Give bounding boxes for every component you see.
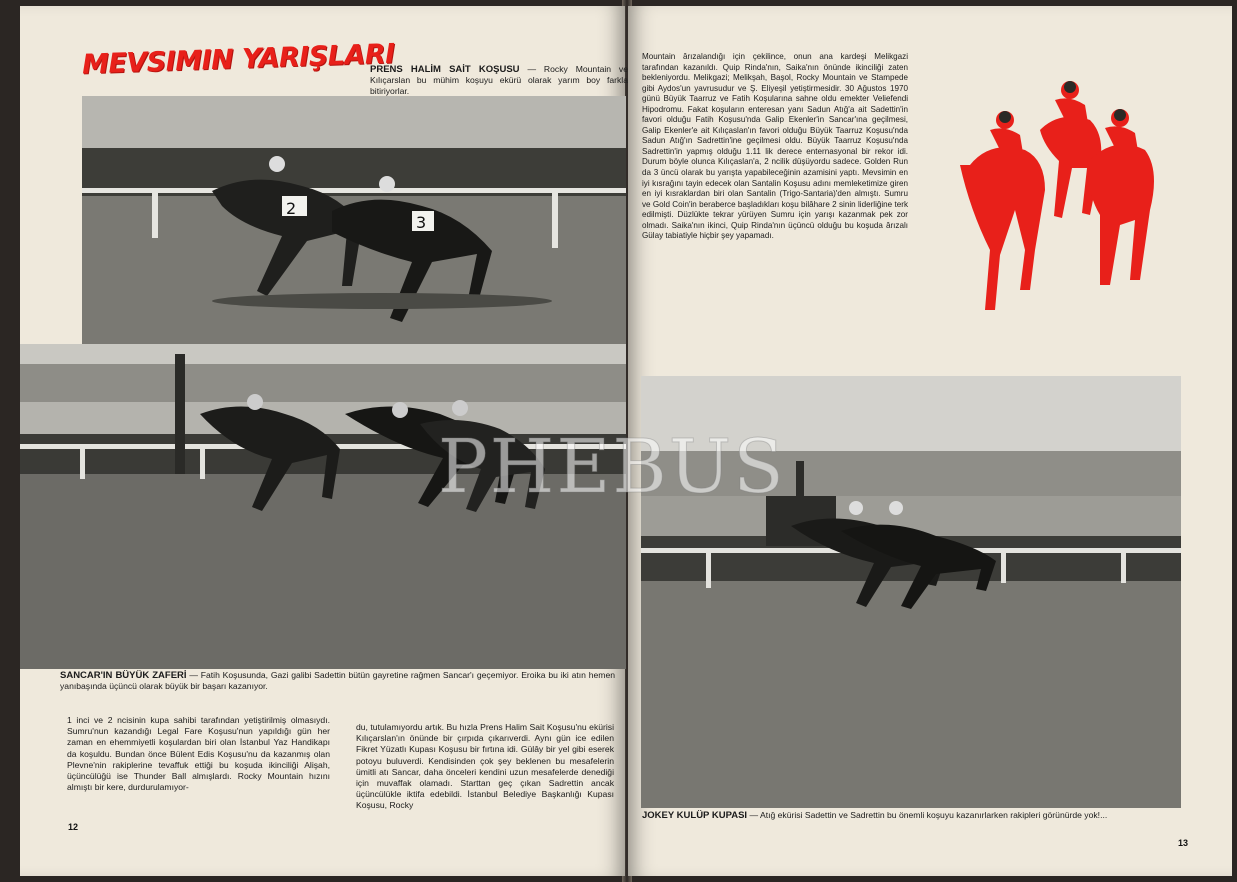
jokey-heading: JOKEY KULÜP KUPASI (642, 810, 748, 821)
sancar-text: — Fatih Koşusunda, Gazi galibi Sadettin bütün gayretine rağmen Sancar'ı geçemiyor. Eroika bu iki atın hemen yanıbaşında üçüncü olarak büyük bir başarı kazanıyor. (60, 670, 615, 692)
prens-halim-block (370, 64, 628, 98)
prens-text: — Rocky Mountain ve Kılıçarslan bu mühim koşuyu ekürü olarak yarım boy farkla bitiriyorlar. (370, 64, 629, 97)
page-number-left: 12 (68, 822, 79, 832)
magazine-title: MEVSIMIN YARIŞLARI (81, 38, 396, 81)
body-column-2: du, tutulamıyordu artık. Bu hızla Prens Halim Sait Koşusu'nu ekürisi Kılıçarslan'ın önünde bir çırpıda çıkarıverdi. Aynı gün ice edilen Fikret Yüzatlı Kupası Koşusu bir fırtına idi. Gülây bir yel gibi eserek potoyu buluverdi. Kendisinden çok şey beklenen bu mesafelerin ümitli atı Sancar, daha önceleri kendini uzun mesafelerde denediği için muvaffak olamadı. Starttan geç çıkan Sadrettin ancak üçüncülükle iktifa edebildi. İstanbul Belediye Başkanlığı Kupası Koşusu, Rocky (356, 722, 614, 811)
svg-text:2: 2 (286, 199, 297, 218)
sancar-caption (60, 670, 615, 692)
prens-heading: PRENS HALİM SAİT KOŞUSU (370, 64, 520, 75)
page-number-right: 13 (1178, 838, 1189, 848)
jokey-caption (642, 810, 1187, 821)
sancar-heading: SANCAR'IN BÜYÜK ZAFERİ (60, 670, 187, 681)
svg-text:3: 3 (416, 213, 427, 232)
watermark: PHEBUS (438, 424, 786, 510)
body-column-1: 1 inci ve 2 ncisinin kupa sahibi tarafından yetiştirilmiş olmasıydı. Sumru'nun kazandığı Legal Fare Koşusu'nun yapıldığı gün her zaman en ehemmiyetli koşulardan biri olan İstanbul Yaz Handikapı da koşuldu. Bundan önce Bülent Edis Koşusu'nu da kazanmış olan Plevne'nin rakiplerine tevaffuk ettiği bu koşuda ikinciliği Alişah, üçüncülüğü ise Thunder Ball almışlardı. Rocky Mountain hızını almıştı bir kere, durdurulamıyor- (67, 715, 330, 793)
photo-race-prens-halim (82, 96, 626, 349)
jokey-text: — Atığ ekürisi Sadettin ve Sadrettin bu önemli koşuyu kazanırlarken rakipleri görünürde yok!... (749, 810, 1108, 820)
jockey-illustration (950, 70, 1160, 315)
right-body-column: Mountain ârızalandığı için çekilince, onun ana kardeşi Melikgazi tarafından kazanıldı. Quip Rinda'nın, Saika'nın önünde ikinciliği zaten bekleniyordu. Melikgazi; Melikşah, Başol, Rocky Mountain ve Stampede gibi Aydos'un yavrusudur ve Ş. Eliyeşil yetiştirmesidir. 30 Ağustos 1970 günü Büyük Taarruz ve Fatih Koşularına sahne oldu emekter Veliefendi Hipodromu. Fakat koşuların enteresan yanı Sadun Atığ'a ait Sadettin'in favori olduğu Fatih Koşusu'nda Galip Ekenler'in Sancar'ına geçilmesi, Galip Ekenler'e ait Kılıçaslan'ın favori olduğu Büyük Taarruz Koşusu'nda Sadun Atığ'ın Sadrettin'ine geçilmesi oldu. Büyük Taarruz Koşusu'nda Sadrettin'in yapmış olduğu 1.11 lik derece enternasyonal bir rekor idi. Durum böyle olunca Kılıçaslan'a, 2 ncilik düşüyordu sadece. Golden Run da 3 üncü olarak bu yarışta yapabileceğinin azamisini yaptı. Mevsimin en iyi kısrağını tayin edecek olan Santalin Koşusu adını memleketimize giren en iyi kısraklardan biri olan Santalin (Trigo-Santaria)'den almıştı. Sumru ve Gold Coin'in beraberce başladıkları koşu bilâhare 2 sinin liderliğine terk edilmişti. Düzlükte tekrar yürüyen Sumru için yarışı kazanmak pek zor olmadı. Saika'nın ikinci, Quip Rinda'nın üçüncü olduğu bu koşuda ârızalı Gülay tabiatiyle hiçbir şey yapamadı. (642, 52, 908, 241)
